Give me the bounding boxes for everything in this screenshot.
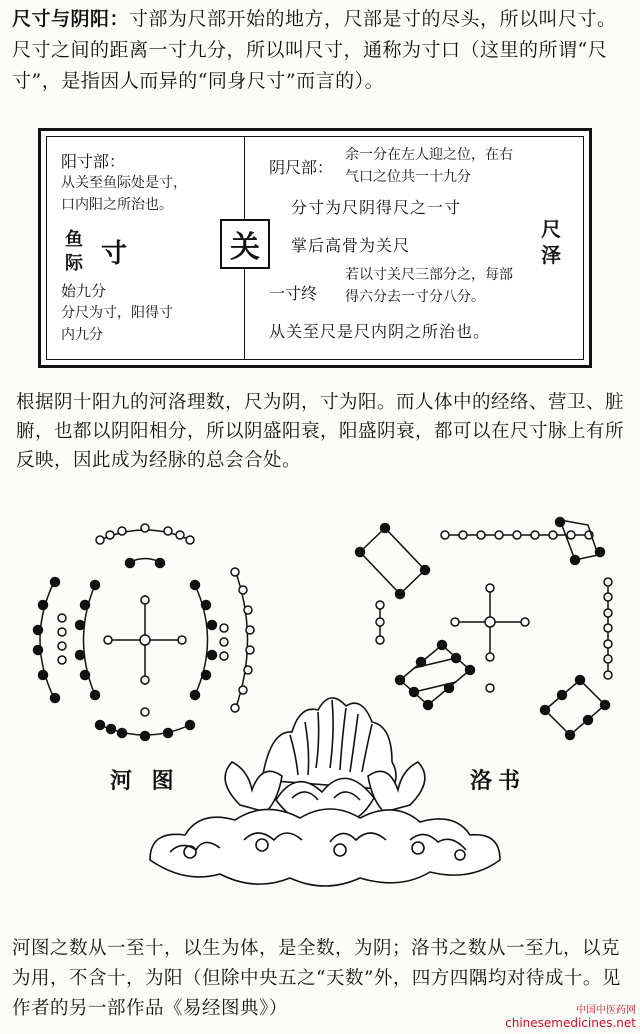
yang-cun-line3: 始九分 (61, 282, 107, 300)
yin-chi-line1: 分寸为尺阴得尺之一寸 (291, 198, 462, 217)
section-title: 尺寸与阴阳： (12, 8, 130, 30)
yin-chi-line2: 掌后高骨为关尺 (291, 236, 411, 255)
yin-chi-note3: 若以寸关尺三部分之，每部 (345, 267, 513, 283)
yin-chi-note2: 气口之位共一十九分 (345, 169, 471, 185)
middle-paragraph: 根据阴十阳九的河洛理数，尺为阴，寸为阳。而人体中的经络、营卫、脏腑，也都以阴阳相分，所以阴盛阳衰，阳盛阴衰，都可以在尺寸脉上有所反映，因此成为经脉的总会合处。 (16, 392, 625, 471)
yin-chi-heading: 阴尺部： (269, 158, 334, 177)
site-watermark (505, 1004, 636, 1030)
luoshu-caption: 洛书 (470, 769, 527, 794)
intro-text: 寸部为尺部开始的地方，尺部是寸的尽头，所以叫尺寸。尺寸之间的距离一寸九分，所以叫尺寸，通称为寸口（这里的所谓“尺寸”，是指因人而异的“同身尺寸”而言的）。 (12, 8, 617, 92)
yuji-label-2: 际 (65, 253, 83, 274)
intro-paragraph (12, 4, 632, 97)
diagram-inner-frame (46, 136, 584, 360)
yuji-label-1: 鱼 (65, 229, 83, 250)
luoshu-diagram (356, 518, 613, 740)
yang-cun-line2: 口内阳之所治也。 (61, 197, 173, 213)
chize-label-2: 泽 (541, 243, 561, 267)
chize-label-1: 尺 (541, 217, 561, 241)
yicun-zhong-label: 一寸终 (269, 284, 318, 303)
yin-chi-note1: 余一分在左人迎之位，在右 (345, 147, 513, 163)
wave-crest-artwork (150, 698, 500, 886)
hetu-luoshu-illustration (0, 500, 640, 930)
cun-label: 寸 (101, 239, 128, 269)
hetu-diagram (34, 524, 255, 741)
yin-chi-line3: 从关至尺是尺内阴之所治也。 (269, 322, 491, 341)
guan-label: 关 (220, 219, 270, 269)
yang-cun-line5: 内九分 (61, 327, 103, 343)
watermark-site-name: 中国中医药网 (576, 1005, 636, 1016)
cun-guan-chi-diagram (38, 128, 592, 368)
yin-chi-note4: 得六分去一寸分八分。 (345, 289, 485, 305)
yang-cun-line1: 从关至鱼际处是寸， (61, 175, 187, 191)
hetu-caption: 河 图 (110, 769, 180, 794)
yang-cun-heading: 阳寸部： (61, 152, 126, 171)
bottom-paragraph: 河图之数从一至十，以生为体，是全数，为阴；洛书之数从一至九，以克为用，不含十，为阳（但除中央五之“天数”外，四方四隅均对待成十。见作者的另一部作品《易经图典》） (12, 938, 621, 1019)
watermark-url: chinesemedicines.net (505, 1016, 636, 1030)
yang-cun-line4: 分尺为寸，阳得寸 (61, 305, 173, 321)
